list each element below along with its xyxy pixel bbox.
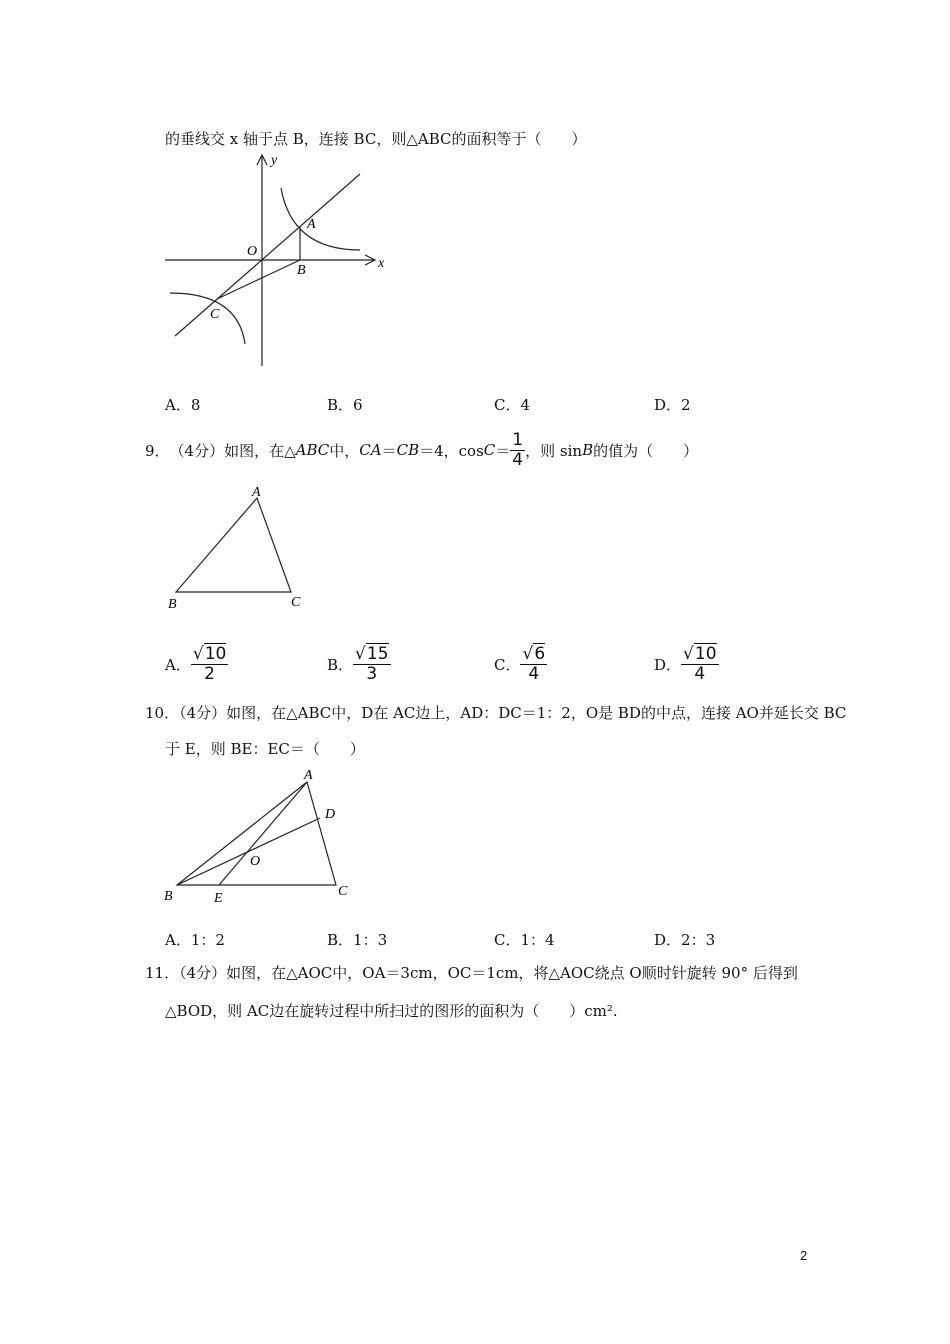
q8-stem-tail: 的垂线交 x 轴于点 B，连接 BC，则△ABC的面积等于（ ） [165, 130, 587, 148]
q9-label-c: C [291, 595, 301, 610]
q10-option-b[interactable]: B．1：3 [327, 931, 388, 949]
q10-label-e: E [214, 891, 223, 906]
q9-option-d[interactable]: D． $\frac{√10}{4}$ [654, 643, 717, 684]
q8-label-o: O [247, 244, 258, 259]
q9-option-b[interactable]: B． $\frac{√15}{3}$ [327, 643, 389, 684]
q9-label-a: A [252, 485, 261, 500]
q8-label-b: B [297, 263, 306, 278]
q9-label-b: B [168, 597, 177, 612]
q10-figure [160, 762, 360, 907]
q10-label-d: D [325, 807, 336, 822]
q8-label-c: C [210, 307, 220, 322]
q10-stem-line1: 10．（4分）如图，在△ABC中，D在 AC边上，AD：DC＝1：2，O是 BD的中点，连接 AO并延长交 BC [145, 704, 847, 722]
q8-label-a: A [307, 217, 316, 232]
q10-option-d[interactable]: D．2：3 [654, 931, 716, 949]
q8-option-b[interactable]: B．6 [327, 396, 363, 414]
page-number: 2 [800, 1248, 808, 1263]
q9-cos-fraction: $\frac{1}{4}$ [512, 429, 524, 470]
q9-option-c[interactable]: C． $\frac{√6}{4}$ [494, 643, 546, 684]
q11-stem-line2: △BOD，则 AC边在旋转过程中所扫过的图形的面积为（ ）cm². [165, 1002, 618, 1020]
q10-label-o: O [250, 854, 261, 869]
q8-figure [160, 150, 400, 372]
q10-label-b: B [164, 889, 173, 904]
q11-stem-line1: 11．（4分）如图，在△AOC中，OA＝3cm，OC＝1cm，将△AOC绕点 O顺时针旋转 90° 后得到 [145, 964, 798, 982]
q8-option-c[interactable]: C．4 [494, 396, 531, 414]
q8-option-a[interactable]: A．8 [165, 396, 201, 414]
q10-option-a[interactable]: A．1：2 [165, 931, 225, 949]
q8-label-y: y [271, 153, 278, 168]
q8-option-d[interactable]: D．2 [654, 396, 691, 414]
q10-label-c: C [338, 884, 348, 899]
q9-option-a[interactable]: A． $\frac{√10}{2}$ [165, 643, 227, 684]
q10-option-c[interactable]: C．1：4 [494, 931, 555, 949]
q9-stem: 9． （4分） 如图，在△ ABC 中， CA ＝ CB ＝4，cos C ＝ $\frac{1}{4}$ ，则 sin B 的值为（ ） [145, 429, 699, 470]
q9-figure [160, 480, 320, 615]
q10-stem-line2: 于 E，则 BE：EC＝（ ） [165, 740, 365, 758]
q10-label-a: A [304, 768, 313, 783]
q8-label-x: x [378, 256, 385, 271]
